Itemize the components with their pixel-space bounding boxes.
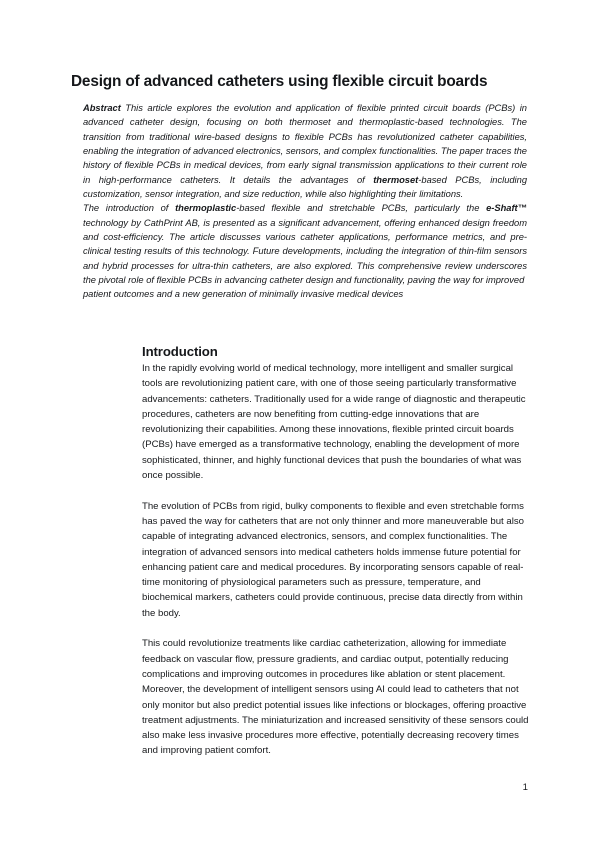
abstract-p2-text-b: -based flexible and stretchable PCBs, particularly the — [236, 203, 487, 214]
body-paragraph: This could revolutionize treatments like cardiac catheterization, allowing for immediate feedback on vascular flow, pressure gradients, and cardiac output, potentially reducing complications and improving outcomes in procedures like ablation or stent placement. Moreover, the development of intelligent sensors using AI could lead to catheters that not only monitor but also predict potential issues like infections or blockages, offering proactive treatment adjustments. The miniaturization and increased sensitivity of these sensors could also make less invasive procedures more effective, potentially decreasing recovery times and improving patient comfort. — [142, 638, 529, 757]
abstract-block — [83, 101, 527, 302]
abstract-p2-text-c: technology by CathPrint AB, is presented as a significant advancement, offering enhanced design freedom and cost-efficiency. The article discusses various catheter applications, performance metrics, and pre-clinical testing results of this technology. Future developments, including the integration of thin-film sensors and hybrid processes for ultra-thin catheters, are also explored. This comprehensive review underscores the pivotal role of flexible PCBs in advancing catheter design and functionality, paving the way for improved — [83, 217, 527, 286]
abstract-bold-thermoset: thermoset — [373, 174, 419, 185]
abstract-p2-text-a: The introduction of — [83, 203, 176, 214]
abstract-paragraph-2 — [83, 201, 527, 287]
abstract-p1-text-a: This article explores the evolution and application of flexible printed circuit boards (PCBs) in advanced catheter design, focusing on both thermoset and thermoplastic-based technologies. The transition from traditional wire-based designs to flexible PCBs has revolutionized catheter capabilities, enabling the integration of advanced electronics, sensors, and complex functionalities. The paper traces the history of flexible PCBs in medical devices, from early signal transmission applications to their current role in high-performance catheters. It details the advantages of — [83, 103, 527, 185]
page-title: Design of advanced catheters using flexible circuit boards — [71, 73, 488, 91]
abstract-bold-eshaft: e-Shaft™ — [486, 203, 527, 214]
abstract-paragraph-1 — [83, 101, 527, 201]
page-number: 1 — [522, 782, 528, 793]
body-paragraph: In the rapidly evolving world of medical technology, more intelligent and smaller surgical tools are revolutionizing patient care, with one of those seeing particularly transformative advancements: catheters. Traditionally used for a wide range of diagnostic and therapeutic procedures, catheters are now benefiting from cutting-edge innovations that are revolutionizing their capabilities. Among these innovations, flexible printed circuit boards (PCBs) have emerged as a transformative technology, enabling the development of more sophisticated, thinner, and highly functional devices that push the boundaries of what was once possible. — [142, 363, 526, 482]
section-heading-introduction: Introduction — [142, 343, 218, 359]
body-paragraph: The evolution of PCBs from rigid, bulky components to flexible and even stretchable forms has paved the way for catheters that are not only thinner and more maneuverable but also capable of integrating advanced electronics, sensors, and complex functionalities. The integration of advanced sensors into medical catheters holds immense future potential for enhancing patient care and medical procedures. By incorporating sensors capable of real-time monitoring of physiological parameters such as pressure, temperature, and biochemical markers, catheters could provide continuous, precise data directly from within the body. — [142, 500, 524, 619]
abstract-p1-text-b: -based PCBs, including customization, sensor integration, and size reduction, while also highlighting their limitations. — [83, 174, 528, 200]
abstract-paragraph-2-lastline: patient outcomes and a new generation of minimally invasive medical devices — [83, 289, 404, 300]
abstract-bold-thermoplastic: thermoplastic — [175, 203, 237, 214]
section-body-introduction — [142, 361, 531, 759]
abstract-label: Abstract — [83, 103, 121, 113]
